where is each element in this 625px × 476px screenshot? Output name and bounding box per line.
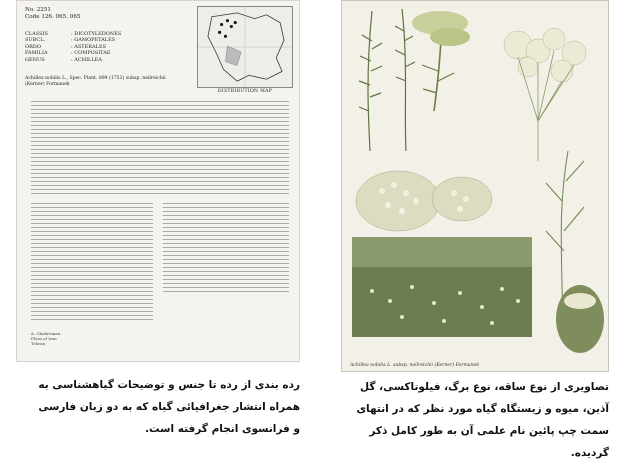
distribution-map (197, 6, 293, 88)
sheet-number-block (25, 7, 80, 21)
herbarium-document-page (16, 0, 300, 362)
document-footer: A. Ghahreman Flora of Iran Tehran (31, 331, 61, 346)
taxonomy-list (25, 31, 121, 63)
flower-heads-illustration (504, 28, 586, 82)
specimen-title: Achillea nobilis L., Spec. Plant. 899 (1753) subsp. neilreichii (Kerner) Formanek (25, 76, 166, 87)
taxonomy-row: SUBCL. : GAMOPETALES (25, 37, 116, 44)
persian-description-text (31, 101, 289, 197)
plate-scientific-name: Achillea nobilis L. subsp. neilreichii (Kerner) Formanek (350, 363, 480, 368)
taxonomy-row: CLASSIS : DICOTYLEDONES (25, 31, 122, 37)
right-caption: تصاویری از نوع ساقه، نوع برگ، فیلوتاکسی، گل آذین، میوه و زیستگاه گیاه مورد نظر که در انتهای سمت چپ پائین نام علمی آن به طور کامل ذکر گردیده. (356, 381, 609, 459)
plant-illustration (342, 1, 609, 372)
botanical-illustration-plate (341, 0, 609, 372)
iran-outline-map (198, 7, 292, 87)
map-caption: DISTRIBUTION MAP (217, 89, 273, 94)
description-column-left (31, 203, 153, 323)
corymb-closeup-illustration (356, 171, 492, 231)
taxonomy-row: ORDO : ASTERALES (25, 43, 107, 50)
sheet-number: No. 2251 (25, 7, 51, 13)
leafy-stem-illustration (359, 9, 415, 151)
description-column-right (163, 203, 289, 293)
taxonomy-row: FAMILIA : COMPOSITAE (25, 50, 111, 57)
flowering-shoot-illustration (412, 11, 470, 111)
sheet-code: Code 126. 065. 065 (25, 14, 81, 20)
left-caption: رده بندی از رده تا جنس و توضیحات گیاهشناسی به همراه انتشار جغرافیائی گیاه که به دو زبان فارسی و فرانسوی انجام گرفته است. (38, 379, 300, 435)
taxonomy-row: GENUS : ACHILLEA (25, 56, 102, 63)
